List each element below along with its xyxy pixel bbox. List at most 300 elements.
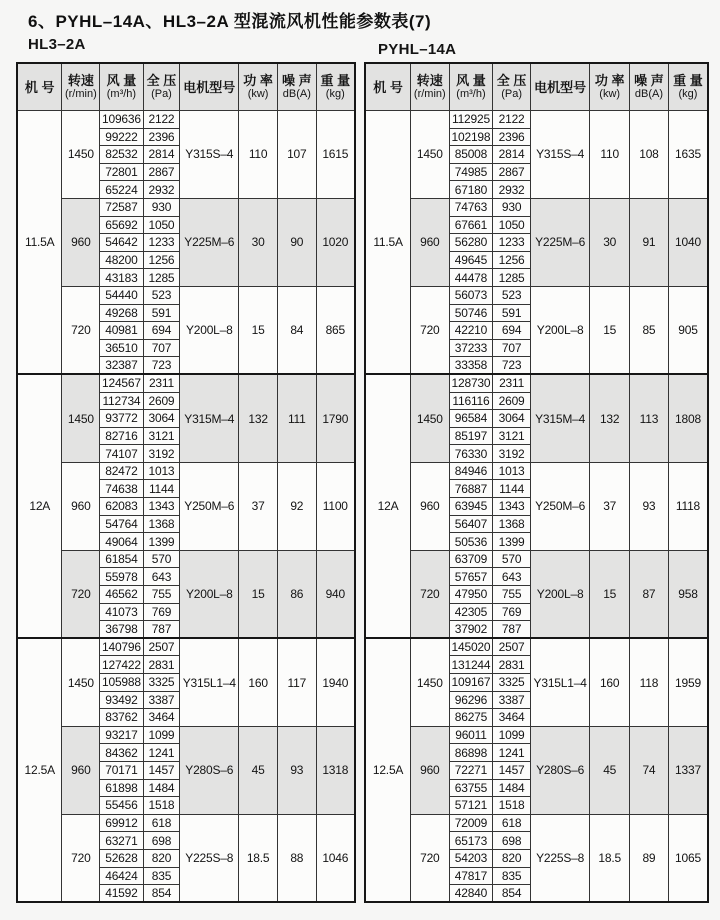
flow-cell: 42305	[449, 603, 493, 621]
flow-cell: 72271	[449, 761, 493, 779]
noise-cell: 107	[278, 111, 317, 199]
flow-cell: 54764	[100, 515, 143, 533]
speed-cell: 960	[411, 198, 449, 286]
pressure-cell: 787	[143, 621, 180, 639]
motor-cell: Y315M–4	[180, 374, 239, 462]
performance-table-pyhl-14a	[364, 62, 709, 903]
flow-cell: 46424	[100, 867, 143, 885]
col-header-pressure: 全 压 (Pa)	[493, 63, 530, 111]
noise-cell: 91	[629, 198, 668, 286]
pressure-cell: 643	[493, 568, 530, 586]
col-header-flow: 风 量 (m³/h)	[449, 63, 493, 111]
pressure-cell: 3464	[143, 709, 180, 727]
flow-cell: 61854	[100, 550, 143, 568]
speed-cell: 1450	[62, 111, 100, 199]
flow-cell: 124567	[100, 374, 143, 392]
weight-cell: 958	[668, 550, 708, 638]
pressure-cell: 2507	[143, 638, 180, 656]
motor-cell: Y315L1–4	[180, 638, 239, 726]
flow-cell: 72801	[100, 163, 143, 181]
weight-cell: 940	[316, 550, 355, 638]
flow-cell: 112925	[449, 111, 493, 129]
pressure-cell: 523	[143, 286, 180, 304]
table-row	[17, 111, 355, 129]
noise-cell: 90	[278, 198, 317, 286]
pressure-cell: 1399	[143, 533, 180, 551]
flow-cell: 76330	[449, 445, 493, 463]
pressure-cell: 1241	[143, 744, 180, 762]
flow-cell: 112734	[100, 392, 143, 410]
flow-cell: 84946	[449, 462, 493, 480]
noise-cell: 74	[629, 726, 668, 814]
flow-cell: 56073	[449, 286, 493, 304]
table-row	[17, 550, 355, 568]
pressure-cell: 835	[493, 867, 530, 885]
col-header-machine: 机 号	[365, 63, 411, 111]
weight-cell: 1118	[668, 462, 708, 550]
col-header-weight: 重 量 (kg)	[668, 63, 708, 111]
table-row	[17, 462, 355, 480]
table-row	[365, 374, 708, 392]
table-body	[365, 111, 708, 903]
flow-cell: 86898	[449, 744, 493, 762]
pressure-cell: 3192	[143, 445, 180, 463]
col-header-power: 功 率 (kw)	[590, 63, 629, 111]
flow-cell: 63755	[449, 779, 493, 797]
table-label-hl3-2a: HL3–2A	[28, 36, 86, 53]
pressure-cell: 1233	[493, 234, 530, 252]
pressure-cell: 1050	[143, 216, 180, 234]
motor-cell: Y200L–8	[180, 286, 239, 374]
pressure-cell: 2122	[493, 111, 530, 129]
flow-cell: 50536	[449, 533, 493, 551]
noise-cell: 93	[278, 726, 317, 814]
pressure-cell: 1518	[493, 797, 530, 815]
flow-cell: 65224	[100, 181, 143, 199]
flow-cell: 43183	[100, 269, 143, 287]
pressure-cell: 618	[493, 814, 530, 832]
flow-cell: 109636	[100, 111, 143, 129]
speed-cell: 720	[411, 550, 449, 638]
power-cell: 30	[239, 198, 278, 286]
flow-cell: 41592	[100, 885, 143, 903]
motor-cell: Y315L1–4	[530, 638, 590, 726]
machine-cell: 12.5A	[17, 638, 62, 902]
flow-cell: 57121	[449, 797, 493, 815]
flow-cell: 99222	[100, 128, 143, 146]
pressure-cell: 1399	[493, 533, 530, 551]
pressure-cell: 854	[143, 885, 180, 903]
power-cell: 15	[590, 286, 629, 374]
flow-cell: 83762	[100, 709, 143, 727]
pressure-cell: 769	[143, 603, 180, 621]
speed-cell: 1450	[411, 111, 449, 199]
pressure-cell: 1099	[493, 726, 530, 744]
table-label-pyhl-14a: PYHL–14A	[378, 41, 457, 58]
flow-cell: 50746	[449, 304, 493, 322]
power-cell: 15	[239, 550, 278, 638]
pressure-cell: 3325	[493, 674, 530, 692]
speed-cell: 960	[411, 726, 449, 814]
flow-cell: 61898	[100, 779, 143, 797]
flow-cell: 56407	[449, 515, 493, 533]
table-row	[365, 726, 708, 744]
flow-cell: 67661	[449, 216, 493, 234]
pressure-cell: 1144	[493, 480, 530, 498]
speed-cell: 720	[411, 814, 449, 902]
col-header-motor: 电机型号	[180, 63, 239, 111]
flow-cell: 76887	[449, 480, 493, 498]
pressure-cell: 698	[143, 832, 180, 850]
flow-cell: 93772	[100, 410, 143, 428]
speed-cell: 1450	[62, 374, 100, 462]
weight-cell: 1337	[668, 726, 708, 814]
pressure-cell: 1013	[143, 462, 180, 480]
flow-cell: 54203	[449, 849, 493, 867]
motor-cell: Y200L–8	[530, 286, 590, 374]
pressure-cell: 2867	[493, 163, 530, 181]
pressure-cell: 1256	[143, 251, 180, 269]
power-cell: 132	[590, 374, 629, 462]
col-header-motor: 电机型号	[530, 63, 590, 111]
flow-cell: 74763	[449, 198, 493, 216]
pressure-cell: 1457	[493, 761, 530, 779]
flow-cell: 62083	[100, 498, 143, 516]
flow-cell: 56280	[449, 234, 493, 252]
flow-cell: 42210	[449, 322, 493, 340]
pressure-cell: 2814	[493, 146, 530, 164]
pressure-cell: 2831	[493, 656, 530, 674]
weight-cell: 1020	[316, 198, 355, 286]
pressure-cell: 2396	[143, 128, 180, 146]
motor-cell: Y315M–4	[530, 374, 590, 462]
col-header-pressure: 全 压 (Pa)	[143, 63, 180, 111]
pressure-cell: 707	[143, 339, 180, 357]
motor-cell: Y225M–6	[530, 198, 590, 286]
flow-cell: 54642	[100, 234, 143, 252]
flow-cell: 63709	[449, 550, 493, 568]
pressure-cell: 820	[143, 849, 180, 867]
power-cell: 45	[590, 726, 629, 814]
pressure-cell: 787	[493, 621, 530, 639]
weight-cell: 1940	[316, 638, 355, 726]
flow-cell: 36510	[100, 339, 143, 357]
flow-cell: 47950	[449, 586, 493, 604]
pressure-cell: 1484	[493, 779, 530, 797]
noise-cell: 84	[278, 286, 317, 374]
table-row	[17, 638, 355, 656]
pressure-cell: 2609	[143, 392, 180, 410]
table-header	[17, 63, 355, 111]
power-cell: 160	[590, 638, 629, 726]
flow-cell: 65692	[100, 216, 143, 234]
noise-cell: 108	[629, 111, 668, 199]
pressure-cell: 820	[493, 849, 530, 867]
pressure-cell: 930	[493, 198, 530, 216]
pressure-cell: 643	[143, 568, 180, 586]
weight-cell: 1046	[316, 814, 355, 902]
pressure-cell: 3387	[493, 691, 530, 709]
weight-cell: 1790	[316, 374, 355, 462]
pressure-cell: 2932	[143, 181, 180, 199]
flow-cell: 63271	[100, 832, 143, 850]
pressure-cell: 3325	[143, 674, 180, 692]
machine-cell: 11.5A	[17, 111, 62, 375]
flow-cell: 40981	[100, 322, 143, 340]
flow-cell: 69912	[100, 814, 143, 832]
motor-cell: Y280S–6	[530, 726, 590, 814]
noise-cell: 92	[278, 462, 317, 550]
pressure-cell: 1285	[143, 269, 180, 287]
flow-cell: 131244	[449, 656, 493, 674]
flow-cell: 54440	[100, 286, 143, 304]
flow-cell: 55456	[100, 797, 143, 815]
pressure-cell: 698	[493, 832, 530, 850]
flow-cell: 109167	[449, 674, 493, 692]
flow-cell: 145020	[449, 638, 493, 656]
machine-cell: 12A	[365, 374, 411, 638]
flow-cell: 48200	[100, 251, 143, 269]
pressure-cell: 1285	[493, 269, 530, 287]
flow-cell: 49645	[449, 251, 493, 269]
pressure-cell: 2867	[143, 163, 180, 181]
pressure-cell: 2396	[493, 128, 530, 146]
table-row	[365, 198, 708, 216]
pressure-cell: 854	[493, 885, 530, 903]
flow-cell: 47817	[449, 867, 493, 885]
power-cell: 132	[239, 374, 278, 462]
col-header-power: 功 率 (kw)	[239, 63, 278, 111]
flow-cell: 46562	[100, 586, 143, 604]
speed-cell: 960	[62, 726, 100, 814]
table-header	[365, 63, 708, 111]
flow-cell: 37902	[449, 621, 493, 639]
col-header-speed: 转速 (r/min)	[411, 63, 449, 111]
table-row	[365, 286, 708, 304]
flow-cell: 93492	[100, 691, 143, 709]
pressure-cell: 1457	[143, 761, 180, 779]
flow-cell: 102198	[449, 128, 493, 146]
power-cell: 18.5	[239, 814, 278, 902]
speed-cell: 960	[62, 462, 100, 550]
weight-cell: 1959	[668, 638, 708, 726]
weight-cell: 1065	[668, 814, 708, 902]
flow-cell: 93217	[100, 726, 143, 744]
pressure-cell: 3464	[493, 709, 530, 727]
pressure-cell: 1050	[493, 216, 530, 234]
pressure-cell: 2814	[143, 146, 180, 164]
table-row	[365, 462, 708, 480]
pressure-cell: 1368	[493, 515, 530, 533]
pressure-cell: 618	[143, 814, 180, 832]
weight-cell: 1040	[668, 198, 708, 286]
flow-cell: 74107	[100, 445, 143, 463]
power-cell: 45	[239, 726, 278, 814]
flow-cell: 55978	[100, 568, 143, 586]
table-row	[17, 726, 355, 744]
table-row	[365, 814, 708, 832]
flow-cell: 49064	[100, 533, 143, 551]
table-row	[365, 111, 708, 129]
pressure-cell: 694	[143, 322, 180, 340]
flow-cell: 85197	[449, 427, 493, 445]
pressure-cell: 3064	[493, 410, 530, 428]
pressure-cell: 591	[493, 304, 530, 322]
noise-cell: 113	[629, 374, 668, 462]
flow-cell: 86275	[449, 709, 493, 727]
flow-cell: 57657	[449, 568, 493, 586]
flow-cell: 72009	[449, 814, 493, 832]
col-header-noise: 噪 声 dB(A)	[629, 63, 668, 111]
speed-cell: 1450	[62, 638, 100, 726]
noise-cell: 88	[278, 814, 317, 902]
flow-cell: 49268	[100, 304, 143, 322]
power-cell: 110	[590, 111, 629, 199]
pressure-cell: 1343	[493, 498, 530, 516]
pressure-cell: 769	[493, 603, 530, 621]
table-row	[17, 286, 355, 304]
col-header-machine: 机 号	[17, 63, 62, 111]
page-title: 6、PYHL–14A、HL3–2A 型混流风机性能参数表(7)	[28, 12, 432, 31]
flow-cell: 82532	[100, 146, 143, 164]
noise-cell: 117	[278, 638, 317, 726]
machine-cell: 11.5A	[365, 111, 411, 375]
pressure-cell: 3387	[143, 691, 180, 709]
pressure-cell: 1099	[143, 726, 180, 744]
flow-cell: 33358	[449, 357, 493, 375]
flow-cell: 82716	[100, 427, 143, 445]
weight-cell: 905	[668, 286, 708, 374]
pressure-cell: 2311	[143, 374, 180, 392]
flow-cell: 96011	[449, 726, 493, 744]
power-cell: 15	[239, 286, 278, 374]
pressure-cell: 1256	[493, 251, 530, 269]
noise-cell: 111	[278, 374, 317, 462]
pressure-cell: 2122	[143, 111, 180, 129]
flow-cell: 105988	[100, 674, 143, 692]
power-cell: 30	[590, 198, 629, 286]
pressure-cell: 1484	[143, 779, 180, 797]
pressure-cell: 1144	[143, 480, 180, 498]
pressure-cell: 523	[493, 286, 530, 304]
power-cell: 15	[590, 550, 629, 638]
noise-cell: 87	[629, 550, 668, 638]
pressure-cell: 755	[493, 586, 530, 604]
pressure-cell: 570	[143, 550, 180, 568]
pressure-cell: 591	[143, 304, 180, 322]
flow-cell: 67180	[449, 181, 493, 199]
weight-cell: 1318	[316, 726, 355, 814]
flow-cell: 52628	[100, 849, 143, 867]
speed-cell: 960	[411, 462, 449, 550]
weight-cell: 1808	[668, 374, 708, 462]
flow-cell: 74638	[100, 480, 143, 498]
flow-cell: 116116	[449, 392, 493, 410]
power-cell: 37	[239, 462, 278, 550]
flow-cell: 74985	[449, 163, 493, 181]
col-header-speed: 转速 (r/min)	[62, 63, 100, 111]
power-cell: 37	[590, 462, 629, 550]
weight-cell: 1635	[668, 111, 708, 199]
pressure-cell: 835	[143, 867, 180, 885]
table-row	[365, 638, 708, 656]
pressure-cell: 2831	[143, 656, 180, 674]
speed-cell: 1450	[411, 638, 449, 726]
motor-cell: Y315S–4	[530, 111, 590, 199]
motor-cell: Y280S–6	[180, 726, 239, 814]
flow-cell: 63945	[449, 498, 493, 516]
noise-cell: 89	[629, 814, 668, 902]
col-header-noise: 噪 声 dB(A)	[278, 63, 317, 111]
pressure-cell: 1241	[493, 744, 530, 762]
power-cell: 160	[239, 638, 278, 726]
pressure-cell: 2932	[493, 181, 530, 199]
table-row	[365, 550, 708, 568]
pressure-cell: 755	[143, 586, 180, 604]
pressure-cell: 2311	[493, 374, 530, 392]
speed-cell: 720	[62, 814, 100, 902]
noise-cell: 86	[278, 550, 317, 638]
flow-cell: 84362	[100, 744, 143, 762]
flow-cell: 140796	[100, 638, 143, 656]
pressure-cell: 3121	[493, 427, 530, 445]
flow-cell: 72587	[100, 198, 143, 216]
table-row	[17, 814, 355, 832]
pressure-cell: 2507	[493, 638, 530, 656]
col-header-weight: 重 量 (kg)	[316, 63, 355, 111]
pressure-cell: 3121	[143, 427, 180, 445]
pressure-cell: 707	[493, 339, 530, 357]
flow-cell: 128730	[449, 374, 493, 392]
flow-cell: 36798	[100, 621, 143, 639]
motor-cell: Y225S–8	[180, 814, 239, 902]
power-cell: 110	[239, 111, 278, 199]
flow-cell: 65173	[449, 832, 493, 850]
table-body	[17, 111, 355, 903]
pressure-cell: 3192	[493, 445, 530, 463]
flow-cell: 44478	[449, 269, 493, 287]
motor-cell: Y250M–6	[530, 462, 590, 550]
motor-cell: Y200L–8	[180, 550, 239, 638]
flow-cell: 41073	[100, 603, 143, 621]
pressure-cell: 1233	[143, 234, 180, 252]
table-row	[17, 374, 355, 392]
pressure-cell: 694	[493, 322, 530, 340]
flow-cell: 37233	[449, 339, 493, 357]
flow-cell: 96584	[449, 410, 493, 428]
performance-table-hl3-2a	[16, 62, 356, 903]
flow-cell: 82472	[100, 462, 143, 480]
flow-cell: 32387	[100, 357, 143, 375]
pressure-cell: 1368	[143, 515, 180, 533]
pressure-cell: 2609	[493, 392, 530, 410]
machine-cell: 12A	[17, 374, 62, 638]
pressure-cell: 570	[493, 550, 530, 568]
motor-cell: Y315S–4	[180, 111, 239, 199]
speed-cell: 720	[62, 286, 100, 374]
table-row	[17, 198, 355, 216]
speed-cell: 720	[411, 286, 449, 374]
pressure-cell: 930	[143, 198, 180, 216]
power-cell: 18.5	[590, 814, 629, 902]
machine-cell: 12.5A	[365, 638, 411, 902]
noise-cell: 85	[629, 286, 668, 374]
flow-cell: 42840	[449, 885, 493, 903]
weight-cell: 1100	[316, 462, 355, 550]
noise-cell: 118	[629, 638, 668, 726]
noise-cell: 93	[629, 462, 668, 550]
pressure-cell: 3064	[143, 410, 180, 428]
